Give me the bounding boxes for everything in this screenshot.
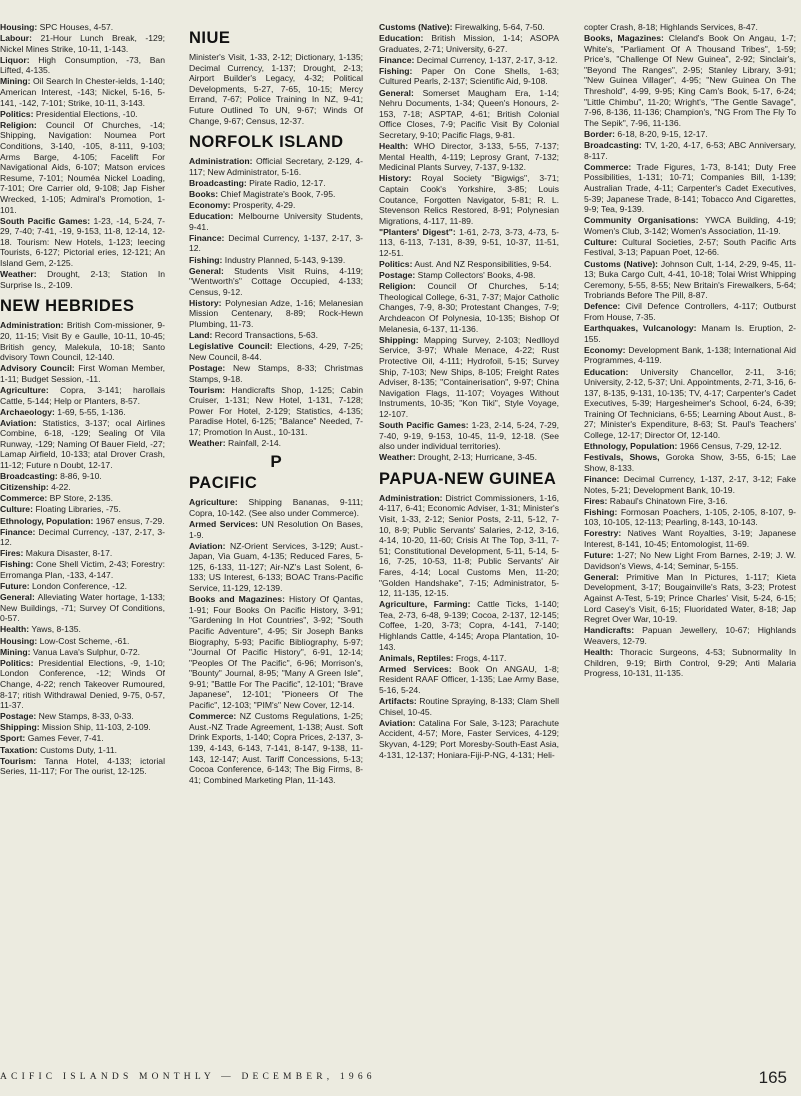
entry-references: Firewalking, 5-64, 7-50. — [452, 22, 545, 32]
entry-category: Agriculture: — [189, 497, 238, 508]
section-heading: NIUE — [189, 29, 231, 47]
entry-category: South Pacific Games: — [379, 419, 469, 430]
entry-category: Aviation: — [189, 540, 226, 551]
index-entry — [0, 592, 165, 624]
entry-category: General: — [0, 592, 35, 603]
entry-references: London Conference, -12. — [29, 581, 128, 592]
index-entry — [584, 301, 796, 322]
entry-references: 4-22. — [48, 482, 71, 493]
entry-category: History: — [379, 173, 412, 184]
index-entry — [584, 367, 796, 441]
entry-references: Shipping Bananas, 9-111; Copra, 10-142. (See also under Commerce). — [189, 497, 363, 518]
entry-references: Drought, 2-13; Hurricane, 3-45. — [415, 452, 537, 463]
entry-references: Council Of Churches, 5-14; Theological College, 6-31, 7-37; Major Catholic Changes, 7-9, 8-30; Protestant Changes, 7-9; Archdeacon Of Polynesia, 10-135; Bishop Of Melanesia, 6-137, 11-136. — [379, 281, 559, 334]
entry-references: Frogs, 4-117. — [453, 652, 507, 663]
entry-category: "Planters' Digest": — [379, 226, 456, 237]
entry-category: Armed Services: — [379, 663, 452, 674]
entry-category: Religion: — [0, 119, 37, 130]
entry-references: 1-69, 5-55, 1-136. — [54, 406, 126, 417]
entry-references: Routine Spraying, 8-133; Clam Shell Chisel, 10-45. — [379, 696, 559, 717]
entry-category: Aviation: — [0, 417, 37, 428]
entry-references: Statistics, 3-137; ocal Airlines Combine, 6-18, -129; Sealing Of Vila Runway, -129; Naming Of Bauer Field, -27; Lamap Airfield, 10-133; atal Drover Crash, 11-12; Future n Doubt, 12-17. — [0, 417, 165, 471]
index-entry — [379, 653, 559, 664]
index-entry — [189, 189, 363, 200]
entry-references: Drought, 2-13; Station In Surprise Is., 2-109. — [0, 269, 165, 290]
entry-category: Finance: — [584, 473, 620, 484]
entry-category: Fishing: — [0, 559, 34, 570]
entry-category: Land: — [189, 330, 213, 341]
index-entry — [379, 141, 559, 173]
entry-category: Housing: — [0, 22, 38, 32]
entry-references: NZ-Orient Services, 3-129; Aust.-Japan, Via Guam, 4-135; Reduced Fares, 5-125, 6-133, 11-127; Air-NZ's Last Solent, 6-133; US Interest, 6-133; BOAC Trans-Pacific Service, 11-129, 12-139. — [189, 540, 363, 594]
page-number: 165 — [758, 1068, 787, 1087]
index-entry — [379, 66, 559, 87]
entry-references: Book On ANGAU, 1-8; Resident RAAF Officer, 1-135; Lae Army Base, 5-16, 5-24. — [379, 663, 559, 696]
index-entry — [0, 320, 165, 362]
section-heading: NORFOLK ISLAND — [189, 133, 344, 152]
index-entry — [379, 696, 559, 717]
index-entry — [584, 625, 796, 646]
index-entry — [379, 718, 559, 760]
index-entry — [189, 233, 363, 254]
entry-category: Broadcasting: — [584, 140, 642, 151]
entry-category: Earthquakes, Vulcanology: — [584, 323, 697, 334]
entry-references: Decimal Currency, -137, 2-17, 3-12. — [0, 526, 165, 548]
index-entry — [379, 259, 559, 270]
entry-references: Pirate Radio, 12-17. — [246, 177, 326, 188]
entry-category: Archaeology: — [0, 406, 55, 417]
entry-category: Housing: — [0, 635, 38, 646]
entry-category: Politics: — [379, 259, 413, 270]
entry-references: Cleland's Book On Angau, 1-7; White's, "Parliament Of A Thousand Tribes", 1-59; Price's, "Challenge Of New Guinea", 2-92; Sinclair's, "Beyond The Ranges", 2-95; Stanley Library, 3-91; "New Guinea Villager", 4-95; "New Guinea On The Threshold", 4-99, 9-95; King Cam's Book, 5-17, 6-24; "Little Chimbu", 11-20; Wright's, "The Gentle Savage", 7-96, 8-136, 11-136; Champion's, "NG From The Fly To The Sepik", 7-96, 11-136. — [584, 33, 796, 128]
entry-references: Development Bank, 1-138; International Aid Programmes, 4-119. — [584, 344, 796, 366]
entry-references: WHO Director, 3-133, 5-55, 7-137; Mental Health, 4-119; Leprosy Grant, 7-132; Medicinal Plants Survey, 7-137, 9-132. — [379, 141, 559, 173]
entry-category: Customs (Native): — [584, 258, 659, 269]
index-entry — [584, 550, 796, 571]
index-entry — [189, 156, 363, 177]
entry-category: Handicrafts: — [584, 625, 635, 636]
entry-references: Papuan Jewellery, 10-67; Highlands Weavers, 12-79. — [584, 625, 796, 646]
entry-category: Citizenship: — [0, 482, 49, 493]
index-entry — [189, 438, 363, 449]
index-entry — [0, 658, 165, 711]
index-entry — [189, 178, 363, 189]
entry-category: Postage: — [0, 711, 37, 722]
index-entry — [189, 52, 363, 126]
entry-references: First Woman Member, 1-11; Budget Session, -11. — [0, 363, 165, 384]
entry-references: New Stamps, 8-33, 0-33. — [36, 711, 134, 722]
entry-category: Animals, Reptiles: — [379, 652, 454, 663]
entry-category: Mining: — [0, 646, 31, 657]
entry-references: Record Transactions, 5-63. — [212, 330, 318, 341]
index-entry — [584, 452, 796, 473]
index-entry — [0, 559, 165, 580]
entry-references: Chief Magistrate's Book, 7-95. — [218, 188, 336, 199]
index-entry — [0, 269, 165, 290]
entry-references: Minister's Visit, 1-33, 2-12; Dictionary, 1-135; Decimal Currency, 1-137; Drought, 2-13; Airport Builder's Legacy, 4-32; Political Developments, 5-27, 7-65, 10-15; Mercy Errand, 7-67; Police Training In NZ, 9-41; Future Outlined To UN, 9-67; Winds Of Change, 9-67; Census, 12-37. — [189, 52, 363, 126]
entry-category: Weather: — [189, 438, 226, 449]
index-entry — [0, 647, 165, 658]
index-entry — [0, 624, 165, 635]
index-entry — [584, 162, 796, 215]
entry-category: Books, Magazines: — [584, 33, 664, 44]
entry-category: Tourism: — [189, 384, 226, 395]
entry-category: Administration: — [379, 492, 443, 503]
entry-references: British Mission, 1-14; ASOPA Graduates, 2-71; University, 6-27. — [379, 33, 559, 54]
entry-category: Shipping: — [379, 334, 419, 345]
entry-category: Legislative Council: — [189, 341, 273, 352]
entry-category: Economy: — [584, 344, 626, 355]
index-entry — [189, 519, 363, 540]
index-entry — [189, 211, 363, 232]
index-entry — [0, 407, 165, 418]
entry-references: Students Visit Ruins, 4-119; "Wentworth's" Cottage Occupied, 4-133; Census, 9-12. — [189, 265, 363, 297]
index-entry — [189, 330, 363, 341]
index-entry — [0, 482, 165, 493]
entry-category: Health: — [379, 141, 409, 152]
entry-category: South Pacific Games: — [0, 215, 91, 226]
entry-references: 1967 ensus, 7-29. — [93, 515, 165, 526]
entry-category: General: — [584, 571, 619, 582]
entry-references: 1966 Census, 7-29, 12-12. — [677, 441, 782, 452]
entry-references: Industry Planned, 5-143, 9-139. — [222, 254, 346, 265]
entry-category: Agriculture, Farming: — [379, 599, 471, 610]
entry-references: District Commissioners, 1-16, 4-117, 6-41; Economic Adviser, 1-31; Minister's Visit, 1-33, 2-12; Senior Posts, 2-11, 5-12, 7-10, 8-9; Public Servants' Salaries, 2-12, 3-16, 4-14, 10-20, 11-60; Crisis At The Top, 3-11, 7-51; Constitutional Development, 5-11, 5-14, 5-16, 7-25, 10-53, 11-8; Public Servants' Air Fares, 4-14; Local Customs Men, 11-20; "Golden Handshake", 7-15; Administrator, 5-12, 11-135, 12-15. — [379, 492, 559, 599]
entry-category: General: — [379, 87, 414, 98]
index-entry — [189, 711, 363, 785]
index-entry — [189, 266, 363, 298]
index-entry — [584, 129, 796, 140]
entry-references: 21-Hour Lunch Break, -129; Nickel Mines Strike, 10-11, 1-143. — [0, 33, 165, 54]
entry-category: Community Organisations: — [584, 215, 699, 226]
entry-references: Melbourne University Students, 9-41. — [189, 211, 363, 232]
entry-references: Thoracic Surgeons, 4-53; Subnormality In Children, 9-19; Birth Control, 9-29; Anti Malaria Progress, 10-131, 11-135. — [584, 646, 796, 679]
entry-category: Finance: — [189, 232, 225, 243]
entry-category: Finance: — [379, 54, 415, 65]
index-column-2 — [189, 22, 363, 786]
entry-category: Artifacts: — [379, 696, 417, 707]
entry-references: TV, 1-20, 4-17, 6-53; ABC Anniversary, 8-117. — [584, 140, 796, 161]
entry-category: Aviation: — [379, 717, 416, 728]
index-entry — [0, 733, 165, 744]
entry-references: History Of Qantas, 1-91; Four Books On Pacific History, 3-91; "Gardening In Hot Countries", 3-92; "South Pacific Adventure", 4-95; Sir Joseph Banks Biography, 5-93; Pacific Bibliography, 5-97; "Journal Of Pacific History", 6-91, 12-14; "Peoples Of The Pacific", 6-96; Morrison's, "Bounty" Journal, 8-95; "Many A Green Isle", 9-91; "Battle For The Pacific", 12-101; "Brave Japanese", 12-101; "Pioneers Of The Pacific", 12-103; "PIM's" New Cover, 12-14. — [189, 594, 363, 711]
index-entry — [0, 109, 165, 120]
entry-references: Rainfall, 2-14. — [225, 438, 282, 449]
entry-category: Economy: — [189, 200, 231, 211]
entry-references: Manam Is. Eruption, 2-155. — [584, 323, 796, 344]
index-entry — [0, 385, 165, 406]
entry-references: Oil Search In Chester-ields, 1-140; American Interest, -143; Nickel, 5-16, 5-141, -142, 7-101; Strike, 10-11, 3-143. — [0, 76, 165, 108]
entry-references: Floating Libraries, -75. — [32, 504, 121, 515]
entry-references: High Consumption, -73, Ban Lifted, 4-135. — [0, 54, 165, 76]
entry-references: Low-Cost Scheme, -61. — [37, 635, 130, 646]
entry-references: Decimal Currency, 1-137, 2-17, 3-12. — [414, 54, 558, 65]
index-entry — [0, 22, 165, 33]
entry-references: Paper On Cone Shells, 1-63; Cultured Pearls, 2-137; Scientific Aid, 9-108. — [379, 65, 559, 87]
entry-references: NZ Customs Regulations, 1-25; Aust.-NZ Trade Agreement, 1-138; Aust. Soft Drink Exports, 1-140; Copra Prices, 2-137, 3-139, 4-143, 6-143, 7-141, 8-147, 9-138, 11-143, 12-147; Aust. Tariff Concessions, 5-13; Cocoa Conference, 6-143; The Big Firms, 8-41; Combined Marketing Plan, 11-143. — [189, 711, 363, 785]
index-entry — [0, 55, 165, 76]
index-entry — [189, 200, 363, 211]
entry-references: Catalina For Sale, 3-123; Parachute Accident, 4-57; More, Faster Services, 4-129; Skyvan, 4-129; Port Moresby-South-East Asia, 4-131, 12-137; Honiara-Fiji-P-NG, 4-131; Heli- — [379, 717, 559, 760]
index-entry — [379, 22, 559, 33]
entry-category: Fires: — [0, 548, 24, 559]
index-entry — [584, 441, 796, 452]
entry-category: Culture: — [0, 504, 33, 515]
entry-category: Religion: — [379, 281, 416, 292]
index-entry — [379, 664, 559, 696]
entry-category: Books: — [189, 188, 219, 199]
entry-category: Agriculture: — [0, 384, 49, 395]
entry-category: Customs (Native): — [379, 22, 453, 32]
entry-category: Fishing: — [584, 506, 618, 517]
index-entry — [189, 497, 363, 518]
entry-references: Vanua Lava's Sulphur, 0-72. — [30, 646, 141, 657]
entry-references: 1-61, 2-73, 3-73, 4-73, 5-113, 6-113, 7-131, 8-39, 9-51, 10-37, 11-51, 12-51. — [379, 226, 559, 258]
entry-category: Administration: — [189, 156, 253, 167]
entry-category: Border: — [584, 128, 616, 139]
index-entry — [584, 33, 796, 128]
entry-category: Advisory Council: — [0, 363, 75, 374]
entry-references: New Stamps, 8-33; Christmas Stamps, 9-18. — [189, 362, 363, 384]
index-entry — [0, 756, 165, 777]
entry-references: University Chancellor, 2-11, 3-16; University, 2-12, 5-37; Uni. Appointments, 2-71, 3-16, 6-137, 8-135, 9-131, 10-135; TV, 4-17; Carpenter's Cadet Executives, 5-39; Hargesheimer's School, 6-24, 6-39; Training Of Technicians, 6-55; Learning About Aust., 8-27; Minister's Expenditure, 8-63; St. Paul's Teachers' College, 12-17; Director Of, 12-140. — [584, 366, 796, 441]
entry-category: Health: — [0, 624, 30, 635]
entry-references: Stamp Collectors' Books, 4-98. — [415, 270, 536, 281]
index-entry — [189, 363, 363, 384]
index-entry — [189, 255, 363, 266]
index-entry — [0, 548, 165, 559]
entry-references: 1-27; No New Light From Barnes, 2-19; J. W. Davidson's Views, 4-14; Seminar, 5-155. — [584, 550, 796, 571]
entry-category: Health: — [584, 646, 614, 657]
entry-category: Taxation: — [0, 744, 38, 755]
index-entry — [584, 528, 796, 549]
entry-references: Handicrafts Shop, 1-125; Cabin Cruiser, 1-131; New Hotel, 1-131, 7-128; Power For Hotel, 2-129; Statistics, 4-135; Paradise Hotel, 6-125; "Balance" Needed, 7-17; Promotion In Aust., 10-131. — [189, 384, 363, 437]
entry-references: Presidential Elections, -10. — [33, 108, 138, 119]
entry-references: Decimal Currency, 1-137, 2-17, 3-12. — [189, 232, 363, 254]
index-entry — [379, 281, 559, 334]
index-entry — [584, 215, 796, 236]
entry-category: Education: — [584, 366, 629, 377]
index-entry — [0, 745, 165, 756]
entry-category: Broadcasting: — [189, 177, 247, 188]
entry-category: Broadcasting: — [0, 471, 58, 482]
entry-category: Fishing: — [379, 65, 413, 76]
entry-references: Copra, 3-141; harollais Cattle, 5-144; Help or Planters, 8-57. — [0, 384, 165, 406]
index-entry — [584, 474, 796, 495]
entry-category: Books and Magazines: — [189, 594, 285, 605]
section-heading: PACIFIC — [189, 474, 258, 493]
index-entry — [584, 345, 796, 366]
index-entry — [0, 516, 165, 527]
entry-references: Trade Figures, 1-73, 8-141; Duty Free Possibilities, 1-131; 10-71; Companies Bill, 1-139; Australian Trade, 4-11; Carpenter's Cadet Executives, 5-39; Japanese Trade, 8-141; Tobacco And Cigarettes, 9-9; Tea, 9-139. — [584, 161, 796, 215]
index-entry — [189, 341, 363, 362]
index-entry — [0, 504, 165, 515]
entry-references: Rabaul's Chinatown Fire, 3-16. — [607, 495, 728, 506]
entry-category: Postage: — [189, 362, 226, 373]
entry-references: 1-23, -14, 5-24, 7-29, 7-40; 7-41, -19, 9-153, 11-8, 12-14, 12-18. Tourism: New Hotels, 1-123; leecing Tourists, 6-127; Pictorial eries, 12-121; An Island Gem, 2-125. — [0, 215, 165, 269]
entry-references: Natives Want Royalties, 3-19; Japanese Interest, 8-141, 10-45; Entomologist, 11-69. — [584, 528, 796, 549]
index-entry — [189, 541, 363, 594]
entry-category: General: — [189, 265, 224, 276]
index-entry — [0, 120, 165, 215]
index-entry — [0, 363, 165, 384]
index-entry — [379, 335, 559, 420]
entry-references: Customs Duty, 1-11. — [37, 744, 117, 755]
entry-references: Prosperity, 4-29. — [230, 200, 296, 211]
entry-references: Mission Ship, 11-103, 2-109. — [39, 722, 151, 733]
entry-category: Sport: — [0, 733, 26, 744]
entry-references: Elections, 4-29, 7-25; New Council, 8-44. — [189, 341, 363, 362]
entry-references: Polynesian Adze, 1-16; Melanesian Mission Centenary, 8-89; Rock-Hewn Plumbing, 11-73. — [189, 297, 363, 330]
index-entry — [584, 572, 796, 625]
index-entry — [0, 722, 165, 733]
index-entry — [379, 420, 559, 452]
entry-references: Cultural Societies, 2-57; South Pacific Arts Festival, 3-13; Papuan Poet, 12-66. — [584, 236, 796, 258]
entry-references: 8-86, 9-10. — [57, 471, 102, 482]
entry-references: 6-18, 8-20, 9-15, 12-17. — [615, 128, 708, 139]
index-entry — [379, 493, 559, 599]
entry-references: Goroka Show, 3-55, 6-15; Lae Show, 8-133. — [584, 452, 796, 473]
index-entry — [189, 594, 363, 711]
index-entry — [584, 323, 796, 344]
index-column-1 — [0, 22, 165, 777]
running-footer: ACIFIC ISLANDS MONTHLY — DECEMBER, 1966 — [0, 1072, 376, 1082]
entry-category: Culture: — [584, 236, 617, 247]
entry-category: Future: — [584, 550, 614, 561]
entry-references: UN Resolution On Bases, 1-9. — [189, 518, 363, 540]
entry-category: Politics: — [0, 657, 34, 668]
entry-references: Cattle Ticks, 1-140; Tea, 2-73, 6-48, 9-139; Cocoa, 2-137, 12-145; Coffee, 1-20, 3-73; Copra, 4-141, 7-140; Highlands Cattle, 4-145; Aropa Plantation, 10-143. — [379, 599, 559, 652]
index-entry — [0, 216, 165, 269]
entry-references: copter Crash, 8-18; Highlands Services, 8-47. — [584, 22, 758, 32]
entry-category: Commerce: — [584, 161, 632, 172]
entry-category: Finance: — [0, 526, 36, 537]
entry-category: Labour: — [0, 33, 32, 44]
index-entry — [0, 711, 165, 722]
entry-references: British Com-missioner, 9-20, 11-15; Visit By e Gaulle, 10-11, 10-45; British gency, Malekula, 10-18; Santo dvisory Town Council, 12-140. — [0, 320, 165, 363]
entry-references: Civil Defence Controllers, 4-117; Outburst From House, 7-35. — [584, 301, 796, 323]
entry-references: Primitive Man In Pictures, 1-117; Kieta Development, 3-17; Bougainville's Rats, 3-23; Protest Against A-Test, 5-19; Prince Charles' Visit, 5-24, 6-15; Lord Casey's Visit, 6-15; Fluoridated Water, 8-18; Jap Regret Over War, 10-19. — [584, 571, 796, 625]
index-entry — [379, 88, 559, 141]
entry-references: 1-23, 2-14, 5-24, 7-29, 7-40, 9-19, 9-153, 10-45, 11-9, 12-18. (See also under individual territories). — [379, 419, 559, 452]
entry-references: Formosan Poachers, 1-105, 2-105, 8-107, 9-103, 10-105, 12-113; Pearling, 8-143, 10-143. — [584, 506, 796, 528]
entry-category: Ethnology, Population: — [0, 515, 94, 526]
index-entry — [379, 227, 559, 259]
entry-references: Official Secretary, 2-129, 4-117; New Administrator, 5-16. — [189, 156, 363, 177]
entry-references: Somerset Maugham Era, 1-14; Nehru Documents, 1-34; Queen's Honours, 2-153, 7-18; ASPTAP, 4-61; British Colonial Office Closes, 7-9; Pacific Visit By Colonial Secretary, 9-10; Pacific Flags, 9-81. — [379, 87, 559, 140]
entry-references: Yaws, 8-135. — [29, 624, 81, 635]
entry-references: Alleviating Water hortage, 1-133; New Buildings, -71; Survey Of Conditions, 0-57. — [0, 592, 165, 624]
index-entry — [379, 173, 559, 226]
entry-category: Future: — [0, 581, 30, 592]
index-entry — [379, 55, 559, 66]
index-entry — [584, 140, 796, 161]
index-entry — [584, 647, 796, 679]
index-column-3 — [379, 22, 559, 761]
entry-references: Royal Society "Bigwigs", 3-71; Captain Cook's Yorkshire, 3-85; Louis Coutance, Forgotten Navigator, 5-81; R. L. Stevenson Relics Restored, 8-91; Polynesian Migrations, 4-117, 11-89. — [379, 173, 559, 226]
page-footer — [0, 1068, 801, 1088]
index-entry — [584, 496, 796, 507]
index-entry — [379, 33, 559, 54]
entry-category: Education: — [379, 33, 424, 44]
index-entry — [0, 76, 165, 108]
section-heading: NEW HEBRIDES — [0, 297, 135, 316]
entry-category: Tourism: — [0, 755, 37, 766]
entry-references: Johnson Cult, 1-14, 2-29, 9-45, 11-13; Buka Cargo Cult, 4-41, 10-18; Tolai Wrist Whipping Ceremony, 5-55, 8-55; New Britain's Firewalkers, 5-64; Trobriands Before The Pill, 8-87. — [584, 258, 796, 301]
entry-references: SPC Houses, 4-57. — [37, 22, 114, 32]
entry-category: Weather: — [0, 269, 37, 280]
alphabet-letter-heading: P — [270, 451, 282, 471]
index-entry — [0, 33, 165, 54]
entry-category: Forestry: — [584, 528, 622, 539]
entry-references: YWCA Building, 4-19; Women's Club, 3-142; Women's Association, 11-19. — [584, 215, 796, 236]
entry-references: Decimal Currency, 1-137, 2-17, 3-12; Fake Notes, 5-21; Development Bank, 10-19. — [584, 473, 796, 495]
index-entry — [584, 237, 796, 258]
entry-category: Mining: — [0, 76, 31, 87]
entry-category: Weather: — [379, 452, 416, 463]
index-entry — [584, 22, 796, 33]
entry-references: Makura Disaster, 8-17. — [23, 548, 113, 559]
entry-references: BP Store, 2-135. — [47, 493, 114, 504]
entry-category: Politics: — [0, 108, 34, 119]
entry-references: Council Of Churches, -14; Shipping, Navigation: Noumea Port Conditions, 3-140, -105, 8-111, 9-103; Arms Barge, 4-105; Facelift For Navigational Aids, 6-107; Matson ervices Resume, 7-101; Nouméa Nickel Loading, 7-101; Ore Carrier old, 9-108; Jap Fisher Wrecked, 1-105; Admiral's Promotion, 1-101. — [0, 119, 165, 215]
entry-references: Mapping Survey, 2-103; Nedlloyd Service, 3-97; Whale Menace, 4-22; Rust Protective Oil, 4-111; Hydrofoil, 5-15; Survey Ship, 7-103; New Ships, 8-105; Freight Rates Adviser, 8-135; "Containerisation", 9-97; China Navigation Flags, 11-107; Voyages Without Instruments, 10-35; "Kon Tiki", Style Voyage, 12-107. — [379, 334, 559, 419]
entry-references: Presidential Elections, -9, 1-10; London Conference, -12; Winds Of Change, 4-22; rench Takeover Rumoured, 8-17; ritish Withdrawal Denied, 9-75, 0-57, 11-37. — [0, 657, 165, 711]
entry-category: Administration: — [0, 320, 64, 331]
entry-category: Postage: — [379, 270, 416, 281]
index-entry — [0, 636, 165, 647]
entry-category: Ethnology, Population: — [584, 441, 678, 452]
index-entry — [0, 418, 165, 471]
entry-category: Fires: — [584, 495, 608, 506]
entry-category: Armed Services: — [189, 518, 258, 529]
entry-references: Cone Shell Victim, 2-43; Forestry: Erromanga Plan, -133, 4-147. — [0, 559, 165, 580]
index-entry — [189, 385, 363, 438]
entry-references: Games Fever, 7-41. — [25, 733, 104, 744]
entry-category: History: — [189, 297, 222, 308]
entry-references: Aust. And NZ Responsibilities, 9-54. — [412, 259, 552, 270]
index-entry — [0, 581, 165, 592]
section-heading: PAPUA-NEW GUINEA — [379, 469, 557, 488]
index-entry — [0, 471, 165, 482]
index-entry — [379, 270, 559, 281]
index-entry — [584, 259, 796, 301]
entry-category: Festivals, Shows, — [584, 452, 660, 463]
entry-references: Tanna Hotel, 4-133; ictorial Series, 11-117; For The ourist, 12-125. — [0, 755, 165, 777]
entry-category: Defence: — [584, 301, 621, 312]
entry-category: Commerce: — [0, 493, 48, 504]
index-entry — [379, 599, 559, 652]
index-entry — [379, 452, 559, 463]
index-column-4 — [584, 22, 796, 679]
entry-category: Shipping: — [0, 722, 40, 733]
entry-category: Commerce: — [189, 711, 237, 722]
entry-category: Fishing: — [189, 254, 223, 265]
index-entry — [189, 298, 363, 330]
index-entry — [584, 507, 796, 528]
index-entry — [0, 493, 165, 504]
index-entry — [0, 527, 165, 548]
entry-category: Education: — [189, 211, 234, 222]
entry-category: Liquor: — [0, 54, 30, 65]
